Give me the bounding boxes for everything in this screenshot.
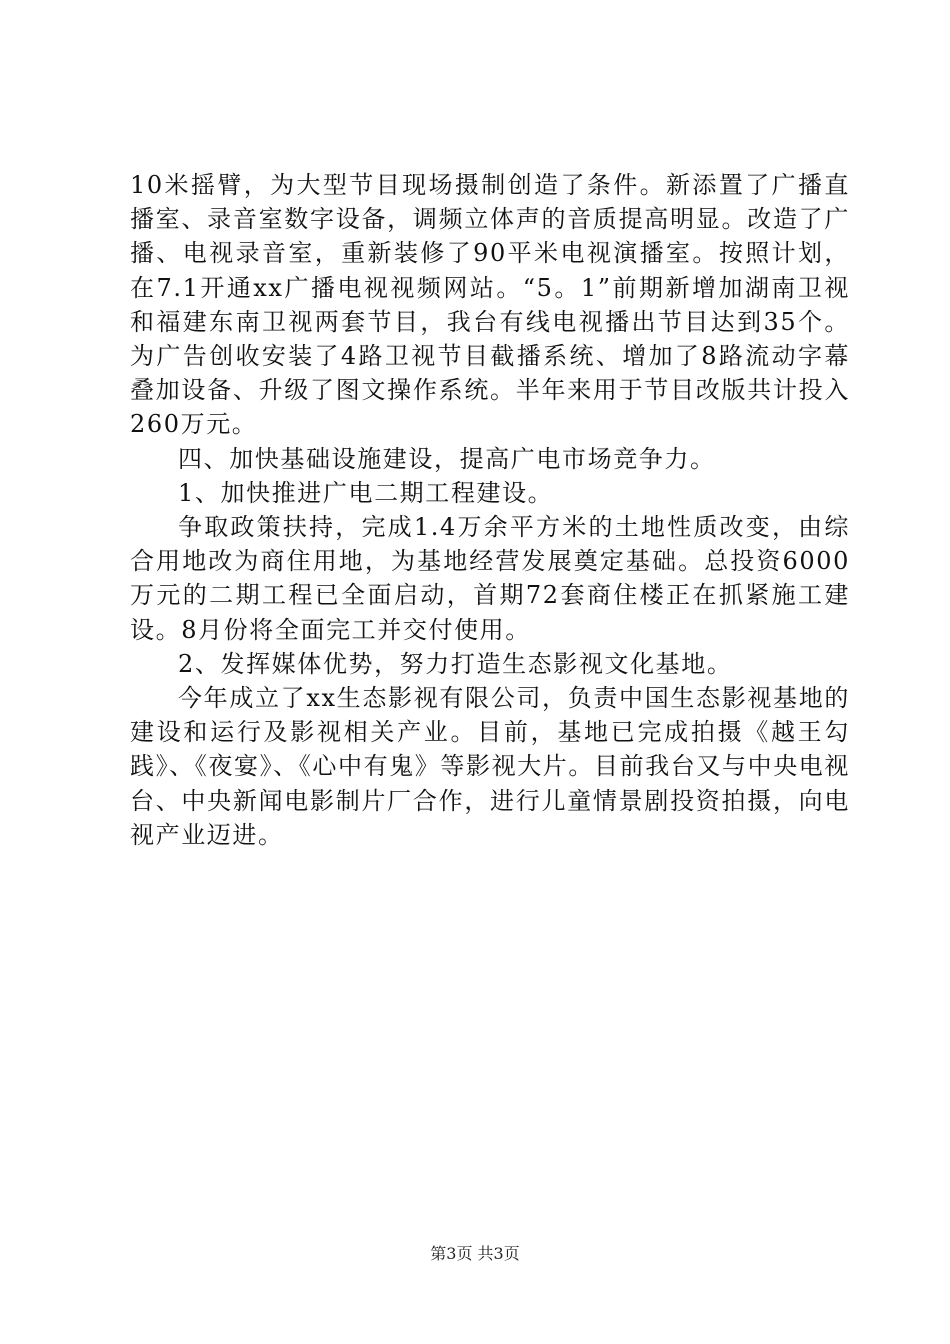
paragraph-phase-two-project: 争取政策扶持，完成1.4万余平方米的土地性质改变，由综合用地改为商住用地，为基地经营发展奠定基础。总投资6000万元的二期工程已全面启动，首期72套商住楼正在抓紧施工建设。8月份将全面完工并交付使用。 <box>130 513 850 644</box>
heading-section-four: 四、加快基础设施建设，提高广电市场竞争力。 <box>178 444 716 473</box>
paragraph-equipment-upgrade: 10米摇臂，为大型节目现场摄制创造了条件。新添置了广播直播室、录音室数字设备，调频立体声的音质提高明显。改造了广播、电视录音室，重新装修了90平米电视演播室。按照计划，在7.1开通xx广播电视视频网站。“5。1”前期新增加湖南卫视和福建东南卫视两套节目，我台有线电视播出节目达到35个。为广告创收安装了4路卫视节目截播系统、增加了8路流动字幕叠加设备、升级了图文操作系统。半年来用于节目改版共计投入260万元。 <box>130 171 850 439</box>
paragraph-film-base: 今年成立了xx生态影视有限公司，负责中国生态影视基地的建设和运行及影视相关产业。目前，基地已完成拍摄《越王勾践》、《夜宴》、《心中有鬼》等影视大片。目前我台又与中央电视台、中央新闻电影制片厂合作，进行儿童情景剧投资拍摄，向电视产业迈进。 <box>130 684 850 849</box>
page-number-footer: 第3页 共3页 <box>430 1244 520 1263</box>
heading-item-two: 2、发挥媒体优势，努力打造生态影视文化基地。 <box>178 649 733 678</box>
document-body <box>130 168 850 852</box>
heading-item-one: 1、加快推进广电二期工程建设。 <box>178 478 554 507</box>
